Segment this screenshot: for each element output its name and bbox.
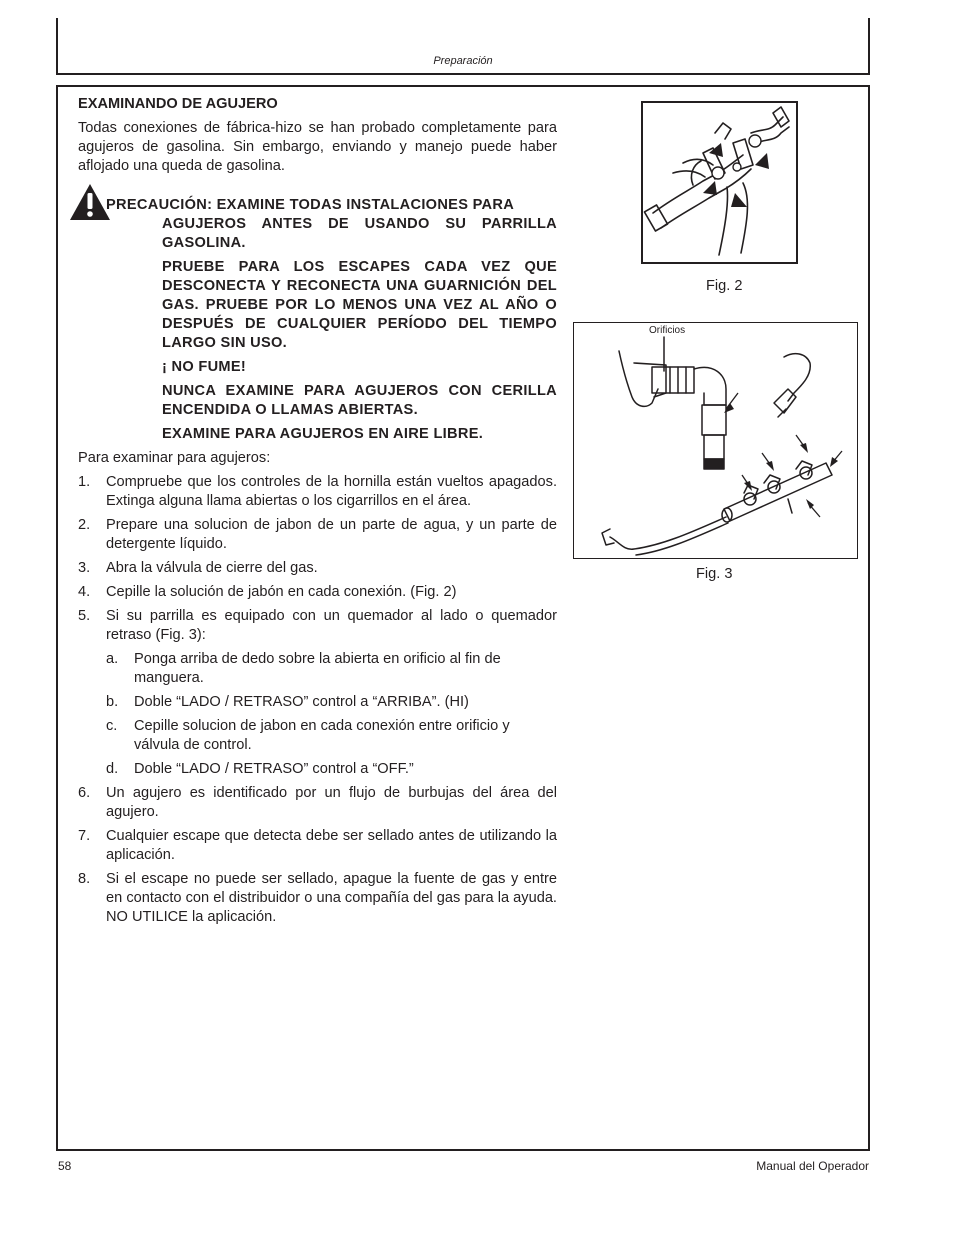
item-text: Un agujero es identificado por un flujo de burbujas del área del agujero. xyxy=(106,785,557,820)
item-number: 2. xyxy=(78,517,91,533)
item-number: 6. xyxy=(78,785,91,801)
list-item xyxy=(78,559,557,578)
intro-paragraph: Todas conexiones de fábrica-hizo se han probado completamente para agujeros de gasolina. Sin embargo, enviando y manejo puede haber aflojado una queda de gasolina. xyxy=(78,120,557,174)
caution-paragraph: EXAMINE PARA AGUJEROS EN AIRE LIBRE. xyxy=(162,426,484,442)
list-item xyxy=(78,870,557,927)
item-number: 8. xyxy=(78,871,91,887)
item-text: Cepille la solución de jabón en cada conexión. (Fig. 2) xyxy=(106,584,457,600)
text-column xyxy=(78,95,557,932)
list-item xyxy=(78,607,557,645)
item-letter: d. xyxy=(106,761,119,777)
list-item xyxy=(78,473,557,511)
steps-intro: Para examinar para agujeros: xyxy=(78,450,271,466)
item-number: 7. xyxy=(78,828,91,844)
item-letter: b. xyxy=(106,694,119,710)
item-number: 3. xyxy=(78,560,91,576)
sub-list-item xyxy=(78,693,557,712)
caution-paragraph: ¡ NO FUME! xyxy=(162,359,247,375)
figure-3-image xyxy=(573,322,858,559)
caution-lead xyxy=(106,196,557,253)
item-text: Ponga arriba de dedo sobre la abierta en orificio al fin de manguera. xyxy=(134,651,501,686)
figure-2-image xyxy=(641,101,798,264)
figure-3-caption: Fig. 3 xyxy=(696,566,733,582)
list-item xyxy=(78,583,557,602)
gas-fittings-illustration xyxy=(643,103,796,262)
item-text: Cualquier escape que detecta debe ser sellado antes de utilizando la aplicación. xyxy=(106,828,557,863)
caution-paragraph: NUNCA EXAMINE PARA AGUJEROS CON CERILLA ENCENDIDA O LLAMAS ABIERTAS. xyxy=(162,383,557,418)
section-title: Preparación xyxy=(433,55,493,67)
item-number: 4. xyxy=(78,584,91,600)
item-text: Abra la válvula de cierre del gas. xyxy=(106,560,318,576)
item-text: Doble “LADO / RETRASO” control a “OFF.” xyxy=(134,761,414,777)
item-text: Prepare una solucion de jabon de un parte de agua, y un parte de detergente líquido. xyxy=(106,517,557,552)
header-frame xyxy=(56,18,870,75)
list-item xyxy=(78,784,557,822)
sub-list-item xyxy=(78,650,557,688)
item-letter: c. xyxy=(106,718,118,734)
caution-paragraph: PRUEBE PARA LOS ESCAPES CADA VEZ QUE DESCONECTA Y RECONECTA UNA GUARNICIÓN DEL GAS. PRUEBE POR LO MENOS UNA VEZ AL AÑO O DESPUÉS DE CUALQUIER PERÍODO DEL TIEMPO LARGO SIN USO. xyxy=(162,259,557,351)
page-number: 58 xyxy=(58,1159,72,1173)
side-burner-illustration xyxy=(574,323,856,557)
manual-title: Manual del Operador xyxy=(756,1159,869,1173)
sub-list-item xyxy=(78,760,557,779)
caution-block xyxy=(78,196,557,444)
item-text: Cepille solucion de jabon en cada conexión entre orificio y válvula de control. xyxy=(134,718,510,753)
list-item xyxy=(78,827,557,865)
steps-list xyxy=(78,473,557,927)
item-number: 5. xyxy=(78,608,91,624)
section-heading: EXAMINANDO DE AGUJERO xyxy=(78,96,278,112)
item-text: Doble “LADO / RETRASO” control a “ARRIBA”. (HI) xyxy=(134,694,469,710)
figure-2-caption: Fig. 2 xyxy=(706,278,743,294)
orifice-callout-label: Orificios xyxy=(649,325,686,336)
item-letter: a. xyxy=(106,651,119,667)
item-number: 1. xyxy=(78,474,91,490)
sub-list-item xyxy=(78,717,557,755)
list-item xyxy=(78,516,557,554)
caution-lead-text: PRECAUCIÓN: EXAMINE TODAS INSTALACIONES PARA xyxy=(106,197,515,213)
item-text: Si su parrilla es equipado con un quemador al lado o quemador retraso (Fig. 3): xyxy=(106,608,557,643)
item-text: Compruebe que los controles de la hornilla están vueltos apagados. Extinga alguna llama abiertas o los cigarrillos en el área. xyxy=(106,474,557,509)
warning-triangle-icon xyxy=(68,182,112,222)
caution-lead-rest: AGUJEROS ANTES DE USANDO SU PARRILLA GASOLINA. xyxy=(162,216,557,251)
item-text: Si el escape no puede ser sellado, apague la fuente de gas y entre en contacto con el distribuidor o una compañía del gas para la ayuda. NO UTILICE la aplicación. xyxy=(106,871,557,925)
